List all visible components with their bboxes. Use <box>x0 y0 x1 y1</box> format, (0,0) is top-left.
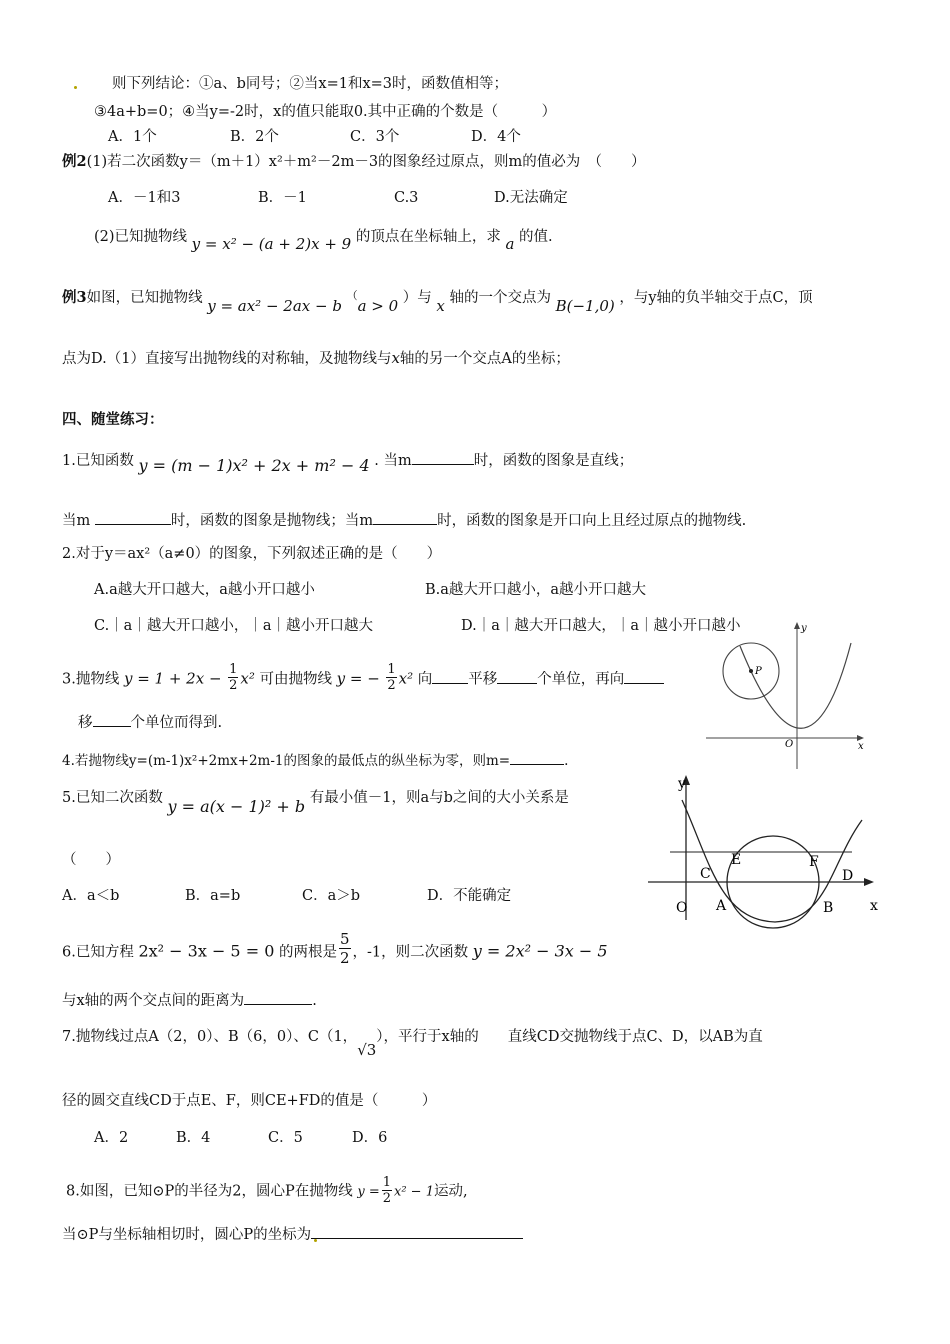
q5-option-c: C．a＞b <box>302 888 361 904</box>
q3-blank-3[interactable] <box>624 669 664 684</box>
q3-frac1: $\frac{1}{2}$ <box>229 662 238 693</box>
ex2-label: 例2 <box>62 153 87 170</box>
ex1-line1: 则下列结论：①a、b同号；②当x=1和x=3时，函数值相等； <box>112 76 509 92</box>
ex1-option-b: B．2个 <box>230 129 279 145</box>
q1-line2 <box>62 510 746 531</box>
q7-sqrt: √3 <box>357 1041 377 1059</box>
q3-t2: 平移 <box>468 671 498 688</box>
fig2-x-arrow <box>864 878 874 886</box>
ex2-part1 <box>62 152 646 172</box>
q3-sq1: x² <box>240 669 255 688</box>
q6-mid: 的两根是 <box>278 944 337 961</box>
q5-pre: 5.已知二次函数 <box>62 790 163 806</box>
q1-blank-1[interactable] <box>412 450 474 465</box>
fig1-center-p <box>749 669 753 673</box>
ex2-part1-text: (1)若二次函数y＝（m＋1）x²＋m²－2m－3的图象经过原点，则m的值必为 （ ） <box>86 154 646 170</box>
q5-option-b: B．a=b <box>185 888 241 904</box>
ex3-cond: a > 0 <box>357 297 399 315</box>
fig2-parabola <box>682 800 862 922</box>
q5-paren: （ ） <box>62 852 120 868</box>
q8-blank[interactable] <box>311 1224 523 1239</box>
ex2-option-d: D.无法确定 <box>494 190 568 206</box>
ex2-formula: y = x² − (a + 2)x + 9 <box>191 235 352 253</box>
fig1-label-o: O <box>785 739 794 750</box>
q6-end: . <box>312 993 317 1009</box>
q3-pre: 3.抛物线 <box>62 671 120 688</box>
q3-mid: 可由抛物线 <box>259 671 333 688</box>
q8-frest: x² − 1 <box>394 1184 434 1200</box>
q1-blank-2[interactable] <box>95 510 171 525</box>
q5-post: 有最小值－1，则a与b之间的大小关系是 <box>309 790 569 806</box>
q6-func: y = 2x² − 3x − 5 <box>472 941 608 961</box>
q3-line2 <box>78 712 222 733</box>
q8-post: 运动, <box>433 1183 468 1200</box>
q7-text2: ），平行于x轴的 直线CD交抛物线于点C、D，以AB为直 <box>376 1029 763 1045</box>
q5-line <box>62 787 569 816</box>
q7-option-d: D．6 <box>352 1130 388 1146</box>
ex3-label: 例3 <box>62 289 87 306</box>
q6-pre: 6.已知方程 <box>62 944 134 961</box>
stray-dot-2 <box>314 1239 317 1242</box>
ex2-option-a: A．－1和3 <box>108 190 181 206</box>
q3-t3: 个单位，再向 <box>537 671 625 688</box>
q1-mid: . 当m <box>374 453 412 469</box>
ex3-t1: 如图，已知抛物线 <box>86 290 203 306</box>
figure-parabola-circle-line <box>640 772 890 922</box>
q2-stem: 2.对于y＝ax²（a≠0）的图象，下列叙述正确的是（ ） <box>62 546 442 562</box>
ex3-point-b: B(−1,0) <box>555 297 615 315</box>
q4-end: . <box>564 753 569 769</box>
q1-post: 时，函数的图象是直线； <box>473 453 634 469</box>
q1-line2-c: 时，函数的图象是开口向上且经过原点的抛物线. <box>437 513 747 529</box>
q8-frac: $\frac{1}{2}$ <box>382 1175 391 1206</box>
figure-circle-parabola <box>700 615 870 775</box>
fig1-label-x: x <box>858 741 864 752</box>
q4-text: 4.若抛物线y=(m-1)x²+2mx+2m-1的图象的最低点的纵坐标为零，则m= <box>62 753 511 769</box>
stray-dot <box>74 86 77 89</box>
ex1-option-d: D．4个 <box>471 129 521 145</box>
ex3-formula: y = ax² − 2ax − b <box>207 297 342 315</box>
q8-fy: y = <box>357 1184 380 1200</box>
q8-pre: 8.如图，已知⊙P的半径为2，圆心P在抛物线 <box>66 1183 353 1200</box>
q3-blank-4[interactable] <box>93 712 131 727</box>
fig1-y-arrow <box>794 622 800 629</box>
q4-line <box>62 750 568 771</box>
q7-option-a: A．2 <box>94 1130 129 1146</box>
fig2-label-y: y <box>678 776 686 792</box>
q6-mid2: ，-1，则二次函数 <box>352 944 469 961</box>
fig1-parabola <box>740 643 851 728</box>
fig2-label-d: D <box>842 868 854 884</box>
ex2-option-c: C.3 <box>394 190 419 206</box>
q2-option-a: A.a越大开口越大，a越小开口越小 <box>94 582 315 598</box>
q7-text1: 7.抛物线过点A（2，0）、B（6，0）、C（1， <box>62 1029 358 1045</box>
q2-option-c: C.｜a｜越大开口越小，｜a｜越小开口越大 <box>94 618 373 634</box>
ex3-line2 <box>62 348 570 369</box>
q3-blank-1[interactable] <box>432 669 468 684</box>
q3-line2-b: 个单位而得到. <box>130 715 223 731</box>
q4-blank[interactable] <box>510 750 564 765</box>
q3-line2-a: 移 <box>78 715 93 731</box>
q1-line1 <box>62 450 634 475</box>
q3-blank-2[interactable] <box>497 669 537 684</box>
ex2-part2-post: 的值. <box>519 229 553 245</box>
q1-line2-a: 当m <box>62 513 91 529</box>
q3-t1: 向 <box>417 671 433 688</box>
ex1-option-a: A．1个 <box>108 129 157 145</box>
fig2-label-a: A <box>716 898 727 914</box>
ex2-part2-mid: 的顶点在坐标轴上，求 <box>355 229 501 245</box>
q5-option-a: A．a＜b <box>62 888 120 904</box>
ex2-part2 <box>94 226 553 253</box>
fig2-label-b: B <box>823 900 834 916</box>
q3-line1 <box>62 664 664 695</box>
ex2-var-a: a <box>505 235 515 253</box>
ex3-t2: ）与 <box>402 290 432 306</box>
q5-option-d: D．不能确定 <box>427 888 512 904</box>
ex3-line1 <box>62 287 813 315</box>
fig2-label-e: E <box>731 852 742 868</box>
q8-line2-text: 当⊙P与坐标轴相切时，圆心P的坐标为 <box>62 1227 312 1243</box>
q6-eq: 2x² − 3x − 5 = 0 <box>138 941 275 961</box>
section4-title: 四、随堂练习： <box>62 411 164 428</box>
q6-blank[interactable] <box>244 990 312 1005</box>
q2-option-d: D.｜a｜越大开口越大，｜a｜越小开口越小 <box>461 618 741 634</box>
ex3-line2-a: 点为D.（1）直接写出抛物线的对称轴，及抛物线与 <box>62 351 392 367</box>
ex1-option-c: C．3个 <box>350 129 400 145</box>
ex1-line2: ③4a+b=0；④当y=-2时，x的值只能取0.其中正确的个数是（ ） <box>94 104 557 120</box>
ex3-line2-b: 轴的另一个交点A的坐标； <box>399 351 570 367</box>
ex3-cond-open: （ <box>346 289 358 302</box>
q6-line2-text: 与x轴的两个交点间的距离为 <box>62 993 245 1009</box>
q7-option-b: B．4 <box>176 1130 211 1146</box>
q6-frac: $\frac{5}{2}$ <box>339 930 350 967</box>
fig1-label-y: y <box>801 623 807 634</box>
fig2-label-o: O <box>676 900 688 916</box>
q2-option-b: B.a越大开口越小，a越小开口越大 <box>425 582 647 598</box>
q5-formula: y = a(x − 1)² + b <box>167 797 306 816</box>
fig2-label-x: x <box>870 898 878 914</box>
q6-line2 <box>62 990 317 1011</box>
ex3-t3: 轴的一个交点为 <box>449 290 551 306</box>
q3-f1: y = 1 + 2x − <box>123 669 222 688</box>
q8-line2 <box>62 1224 523 1245</box>
q3-f2: y = − <box>336 669 380 688</box>
fig2-label-c: C <box>700 866 711 882</box>
ex3-line2-x: x <box>391 349 400 367</box>
q1-pre: 1.已知函数 <box>62 453 134 469</box>
q3-sq2: x² <box>398 669 414 688</box>
fig2-label-f: F <box>809 854 819 870</box>
ex2-part2-pre: (2)已知抛物线 <box>94 229 188 245</box>
ex3-x: x <box>436 297 445 315</box>
q1-line2-b: 时，函数的图象是抛物线；当m <box>170 513 374 529</box>
q3-frac2: $\frac{1}{2}$ <box>387 662 396 693</box>
ex3-t4: ，与y轴的负半轴交于点C，顶 <box>619 290 813 306</box>
q6-line1 <box>62 930 608 971</box>
q7-line1 <box>62 1026 763 1059</box>
q8-line1 <box>66 1176 468 1207</box>
q7-line2: 径的圆交直线CD于点E、F，则CE+FD的值是（ ） <box>62 1093 437 1109</box>
q7-option-c: C．5 <box>268 1130 303 1146</box>
q1-blank-3[interactable] <box>373 510 437 525</box>
q1-formula: y = (m − 1)x² + 2x + m² − 4 <box>138 456 370 475</box>
fig1-label-p: P <box>755 666 762 677</box>
ex2-option-b: B．－1 <box>258 190 307 206</box>
